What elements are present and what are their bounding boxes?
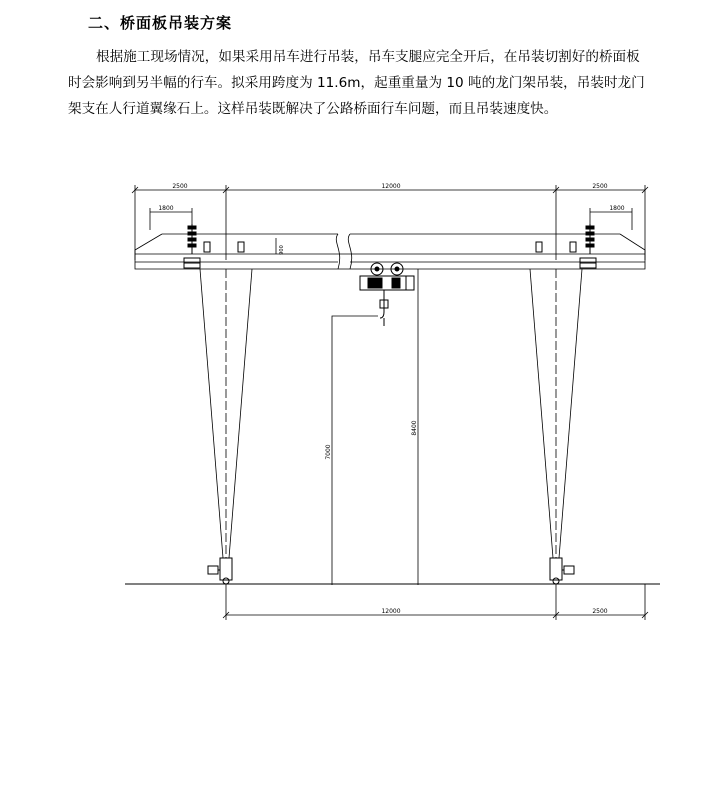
right-end-equipment (536, 224, 596, 268)
dim-right-inner: 1800 (609, 205, 625, 212)
left-leg (200, 269, 252, 558)
dim-lift-height: 8400 (411, 420, 418, 436)
left-wheel-assembly (208, 558, 232, 584)
dim-top-left: 2500 (172, 183, 188, 190)
dim-left-inner: 1800 (158, 205, 174, 212)
left-end-equipment (184, 224, 244, 268)
gantry-crane-drawing (120, 180, 660, 630)
dim-clear-height: 7000 (325, 444, 332, 460)
right-wheel-assembly (550, 558, 574, 584)
hook-block (380, 290, 388, 326)
dim-top-span: 12000 (381, 183, 401, 190)
bottom-dimension-line (223, 584, 648, 620)
inner-dimension-lines (150, 208, 632, 230)
body-paragraph: 根据施工现场情况，如果采用吊车进行吊装，吊车支腿应完全开后，在吊装切割好的桥面板时会影响到另半幅的行车。拟采用跨度为 11.6m，起重重量为 10 吨的龙门架吊装，吊装时龙门架支在人行道翼缘石上。这样吊装既解决了公路桥面行车问题，而且吊装速度快。 (68, 49, 645, 117)
dim-top-right: 2500 (592, 183, 608, 190)
top-dimension-line (132, 185, 648, 260)
dim-beam-height: 900 (279, 245, 285, 255)
section-heading: 二、桥面板吊装方案 (88, 14, 233, 32)
main-girder (135, 234, 645, 269)
right-leg (530, 269, 582, 558)
dim-bottom-span: 12000 (381, 608, 401, 615)
dim-bottom-right: 2500 (592, 608, 608, 615)
height-references (332, 269, 418, 585)
hoist-trolley (360, 263, 414, 290)
